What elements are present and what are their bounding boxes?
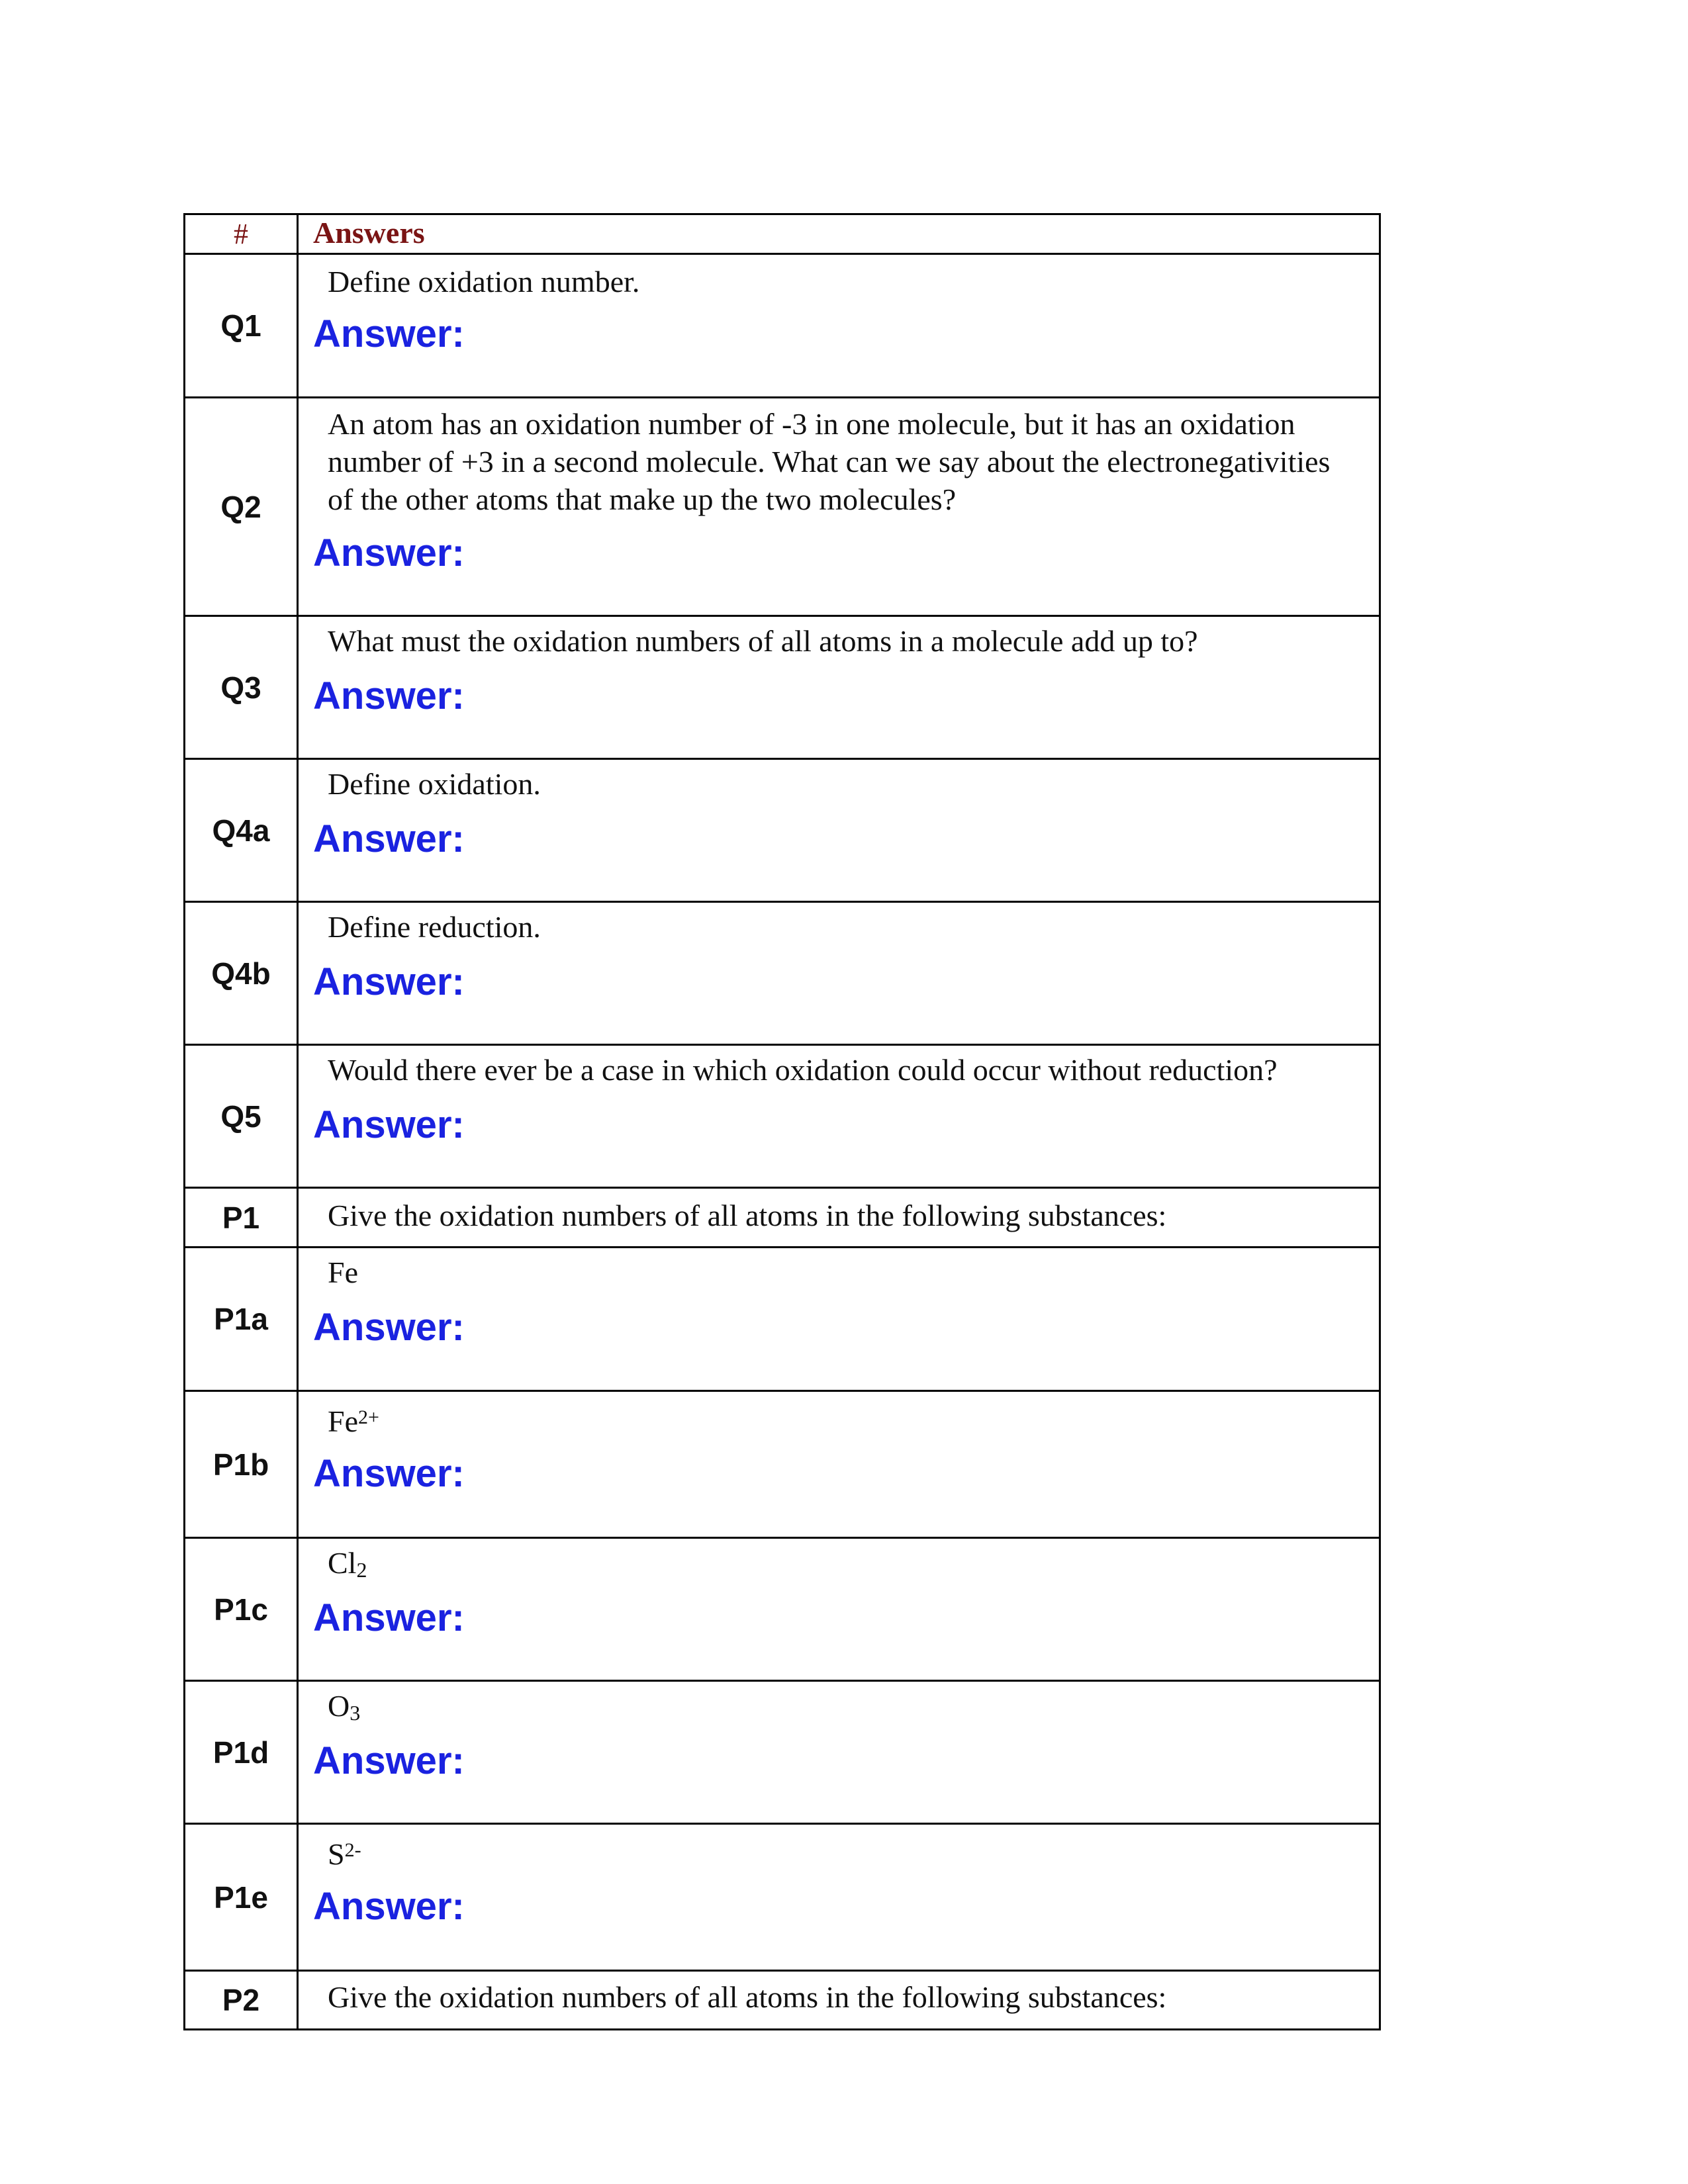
answer-label[interactable]: Answer: bbox=[313, 1885, 465, 1928]
row-id: P1b bbox=[185, 1392, 299, 1537]
row-id: Q2 bbox=[185, 398, 299, 615]
question-text bbox=[328, 1402, 1359, 1440]
table-row-q5 bbox=[185, 1044, 1379, 1187]
question-text: What must the oxidation numbers of all atoms in a molecule add up to? bbox=[328, 624, 1198, 658]
table-row-p1b bbox=[185, 1390, 1379, 1537]
question-text: An atom has an oxidation number of -3 in one molecule, but it has an oxidation number of +3 in a second molecule. What can we say about the electronegativities of the other atoms that make up the two molecules? bbox=[328, 407, 1331, 516]
row-id: P1c bbox=[185, 1539, 299, 1680]
row-id: Q1 bbox=[185, 255, 299, 396]
formula-charge: 2- bbox=[344, 1839, 361, 1861]
question-text: Fe bbox=[328, 1255, 358, 1289]
row-id: Q4a bbox=[185, 760, 299, 901]
answer-label[interactable]: Answer: bbox=[313, 1306, 465, 1349]
question-text bbox=[328, 1687, 1359, 1728]
answer-label[interactable]: Answer: bbox=[313, 1596, 465, 1639]
formula-base: Cl bbox=[328, 1546, 357, 1580]
question-text: Define oxidation. bbox=[328, 767, 541, 801]
question-text: Give the oxidation numbers of all atoms in the following substances: bbox=[328, 1980, 1167, 2014]
answer-label[interactable]: Answer: bbox=[313, 674, 465, 717]
table-row-q3 bbox=[185, 615, 1379, 758]
question-text: Give the oxidation numbers of all atoms in the following substances: bbox=[328, 1199, 1167, 1232]
table-row-q2 bbox=[185, 396, 1379, 615]
table-row-q1 bbox=[185, 253, 1379, 396]
row-id: P1 bbox=[185, 1189, 299, 1246]
table-row-p1d bbox=[185, 1680, 1379, 1823]
row-id: P2 bbox=[185, 1972, 299, 2028]
answer-label[interactable]: Answer: bbox=[313, 312, 465, 355]
answer-label[interactable]: Answer: bbox=[313, 531, 465, 574]
question-text: Define oxidation number. bbox=[328, 265, 640, 298]
header-answers-label: Answers bbox=[313, 216, 425, 250]
table-header-row bbox=[185, 215, 1379, 253]
worksheet-table bbox=[183, 213, 1381, 2030]
table-row-q4b bbox=[185, 901, 1379, 1044]
answer-label[interactable]: Answer: bbox=[313, 960, 465, 1003]
table-row-p1a bbox=[185, 1246, 1379, 1390]
question-text bbox=[328, 1835, 1359, 1873]
formula-charge: 2+ bbox=[358, 1406, 379, 1428]
formula-base: O bbox=[328, 1689, 350, 1723]
question-text: Would there ever be a case in which oxidation could occur without reduction? bbox=[328, 1053, 1278, 1087]
row-id: Q3 bbox=[185, 617, 299, 758]
formula-subscript: 3 bbox=[350, 1701, 361, 1725]
row-id: P1a bbox=[185, 1248, 299, 1390]
answer-label[interactable]: Answer: bbox=[313, 1739, 465, 1782]
answer-label[interactable]: Answer: bbox=[313, 817, 465, 860]
table-row-p1 bbox=[185, 1187, 1379, 1246]
answer-label[interactable]: Answer: bbox=[313, 1103, 465, 1146]
table-row-p1e bbox=[185, 1823, 1379, 1970]
question-text bbox=[328, 1544, 1359, 1585]
table-row-p2 bbox=[185, 1970, 1379, 2028]
row-id: P1e bbox=[185, 1825, 299, 1970]
row-id: Q4b bbox=[185, 903, 299, 1044]
table-row-p1c bbox=[185, 1537, 1379, 1680]
formula-base: Fe bbox=[328, 1404, 358, 1438]
formula-subscript: 2 bbox=[356, 1558, 367, 1582]
header-number-label: # bbox=[185, 215, 299, 253]
row-id: P1d bbox=[185, 1682, 299, 1823]
answer-label[interactable]: Answer: bbox=[313, 1452, 465, 1495]
question-text: Define reduction. bbox=[328, 910, 541, 944]
row-id: Q5 bbox=[185, 1046, 299, 1187]
table-row-q4a bbox=[185, 758, 1379, 901]
formula-base: S bbox=[328, 1837, 345, 1871]
